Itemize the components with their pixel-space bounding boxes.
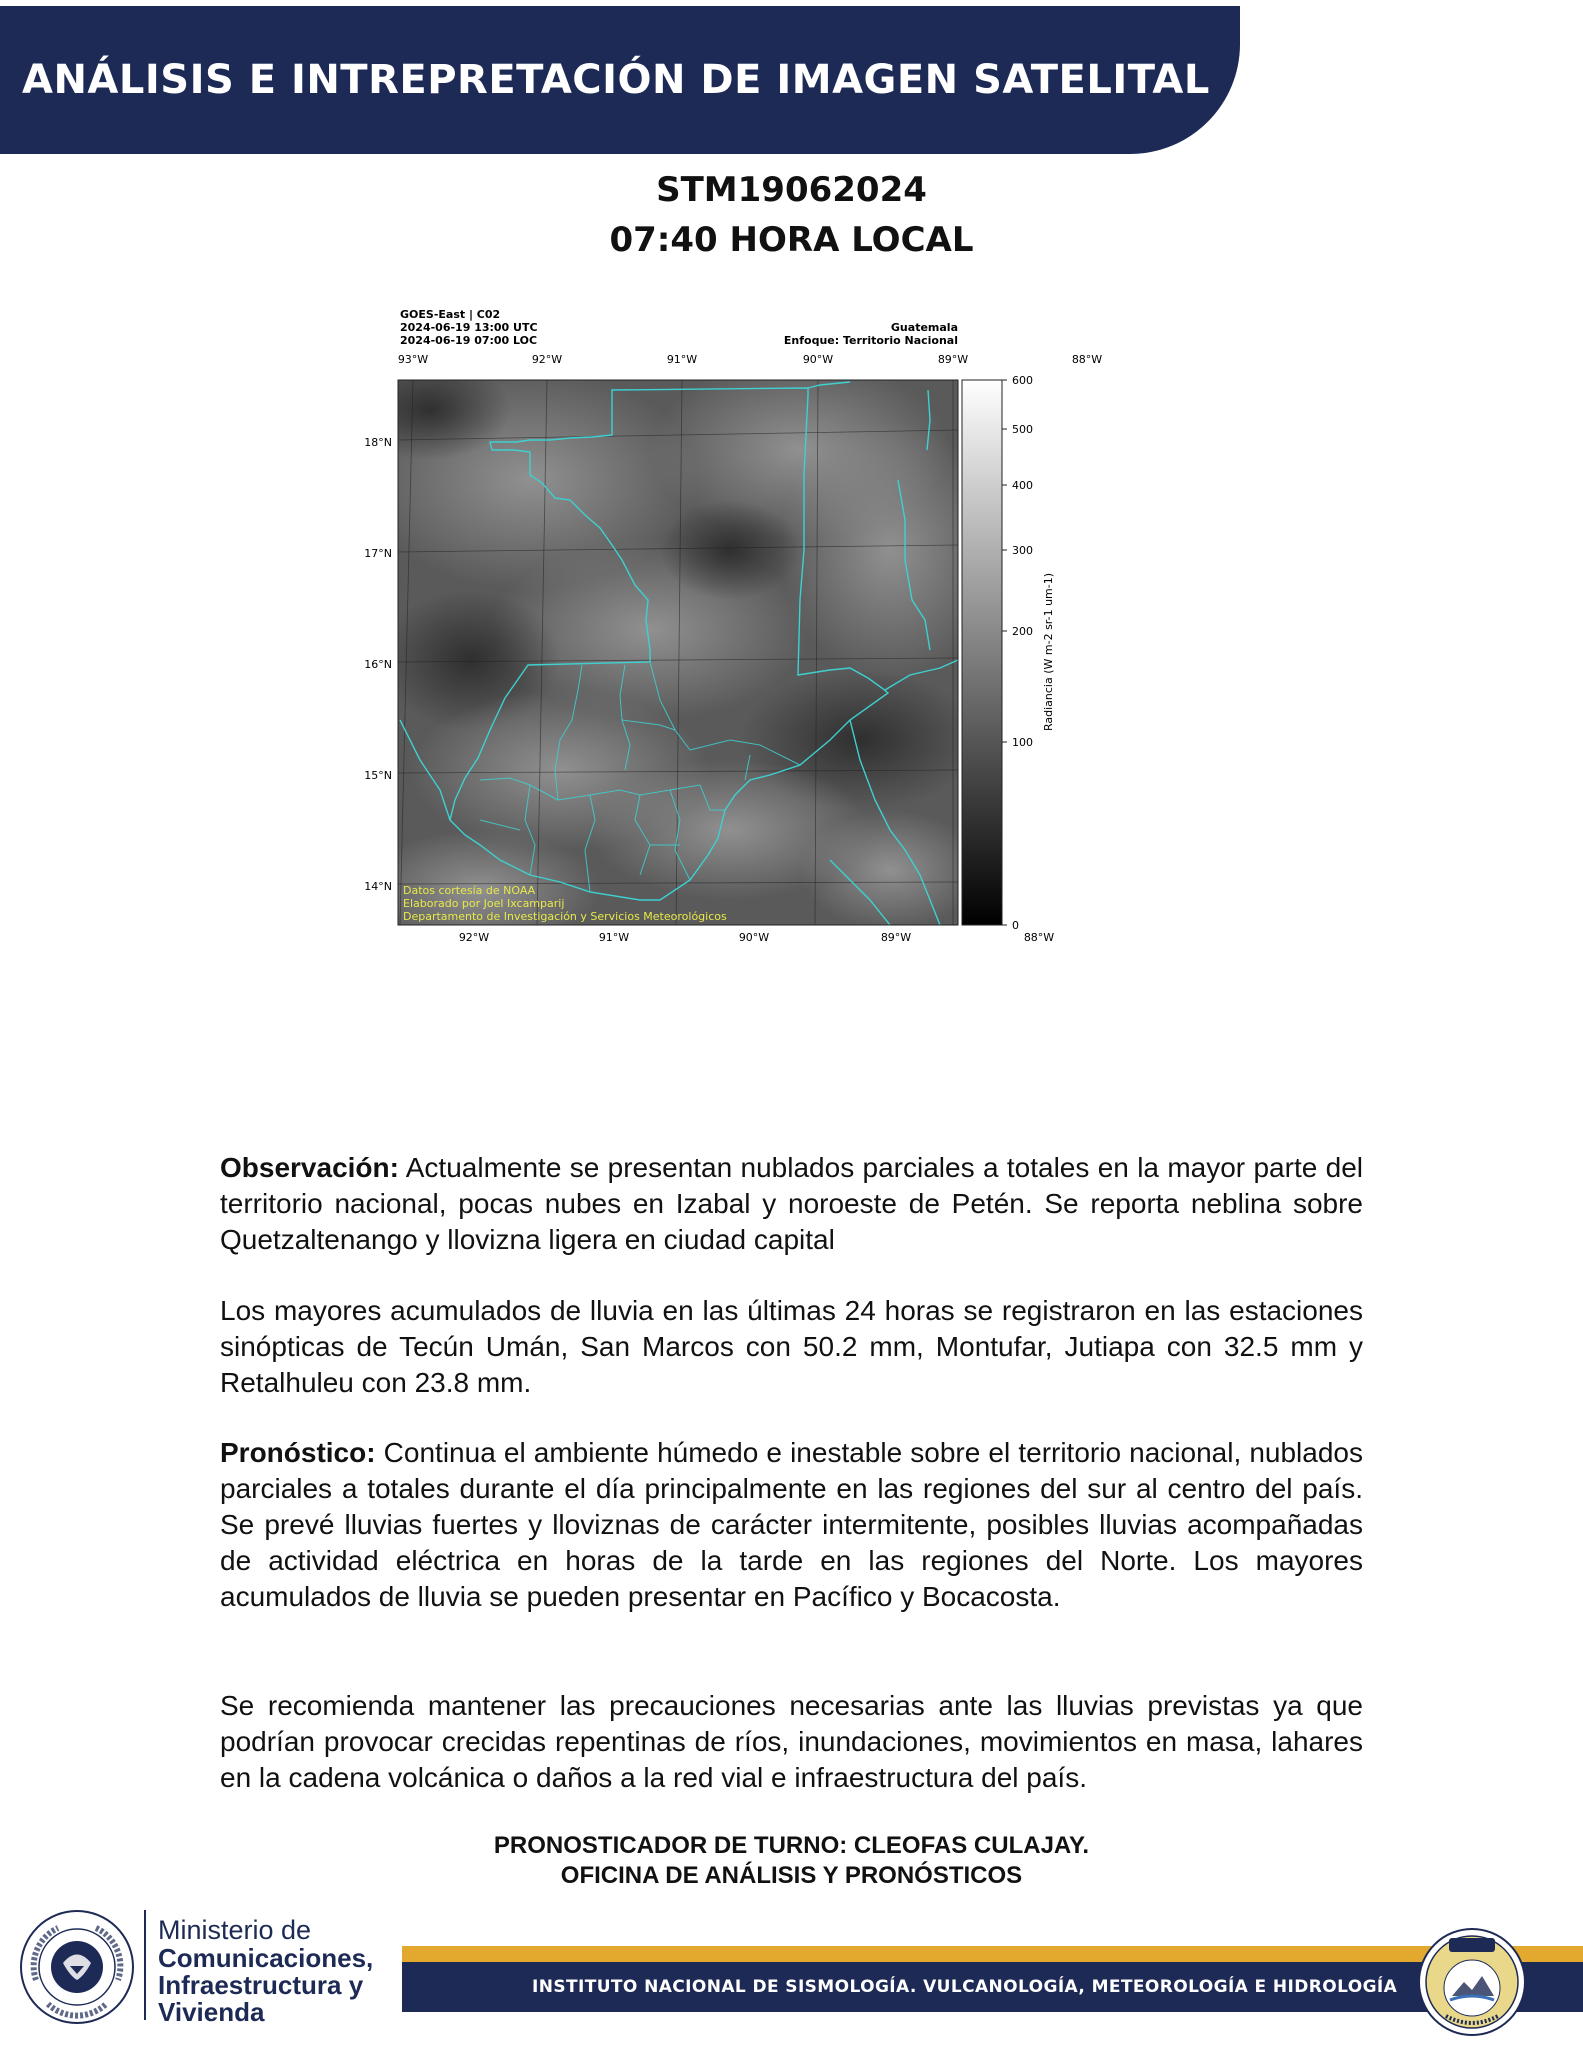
ministry-line: Ministerio de [158, 1915, 312, 1945]
colorbar [962, 374, 1055, 932]
credit-line: Departamento de Investigación y Servicios Meteorológicos [403, 910, 727, 923]
image-source-line1: GOES-East | C02 [400, 308, 501, 321]
page-title: ANÁLISIS E INTREPRETACIÓN DE IMAGEN SATELITAL [22, 57, 1210, 103]
top-lon-label: 90°W [802, 353, 834, 366]
colorbar-tick: 0 [1012, 919, 1019, 932]
forecast-paragraph [220, 1435, 1363, 1615]
credit-line: Datos cortesía de NOAA [403, 884, 536, 897]
header-banner [0, 6, 1240, 154]
satellite-image-figure [330, 300, 1230, 1115]
bottom-lon-label: 90°W [738, 931, 770, 944]
credit-line: Elaborado por Joel Ixcamparij [403, 897, 565, 910]
forecast-text: Continua el ambiente húmedo e inestable sobre el territorio nacional, nublados parciales a totales durante el día principalmente en las regiones del sur al centro del país. Se prevé lluvias fuertes y lloviznas de carácter intermitente, posibles lluvias acompañadas de actividad eléctrica en horas de la tarde en las regiones del Norte. Los mayores acumulados de lluvia se pueden presentar en Pacífico y Bocacosta. [220, 1437, 1363, 1612]
recommendation-paragraph: Se recomienda mantener las precauciones necesarias ante las lluvias previstas ya que podrían provocar crecidas repentinas de ríos, inundaciones, movimientos en masa, lahares en la cadena volcánica o daños a la red vial e infraestructura del país. [220, 1690, 1363, 1793]
satellite-imagery [350, 360, 1000, 950]
footer-gold-stripe [402, 1946, 1583, 1962]
top-lon-label: 93°W [397, 353, 429, 366]
ministry-line: Comunicaciones, [158, 1943, 374, 1973]
footer-divider [144, 1910, 146, 2020]
institute-name: INSTITUTO NACIONAL DE SISMOLOGÍA. VULCANOLOGÍA, METEOROLOGÍA E HIDROLOGÍA [532, 1977, 1398, 1997]
lat-label: 18°N [364, 436, 392, 449]
image-focus: Enfoque: Territorio Nacional [783, 334, 958, 347]
bottom-lon-label: 88°W [1023, 931, 1055, 944]
colorbar-tick: 400 [1012, 479, 1033, 492]
observation-text: Actualmente se presentan nublados parciales a totales en la mayor parte del territorio nacional, pocas nubes en Izabal y noroeste de Petén. Se reporta neblina sobre Quetzaltenango y llovizna ligera en ciudad capital [220, 1152, 1363, 1255]
image-region-title: Guatemala [890, 321, 958, 334]
top-lon-label: 88°W [1071, 353, 1103, 366]
ministry-line: Infraestructura y [158, 1970, 364, 2000]
top-lon-label: 92°W [531, 353, 563, 366]
top-lon-label: 91°W [666, 353, 698, 366]
ministry-name [158, 1915, 373, 2026]
office-name: OFICINA DE ANÁLISIS Y PRONÓSTICOS [560, 1862, 1023, 1889]
image-time-utc: 2024-06-19 13:00 UTC [400, 321, 538, 334]
observation-paragraph [220, 1150, 1363, 1258]
colorbar-tick: 100 [1012, 736, 1033, 749]
colorbar-tick: 600 [1012, 374, 1033, 387]
guatemala-seal-icon [18, 1908, 136, 2026]
colorbar-tick: 300 [1012, 544, 1033, 557]
colorbar-tick: 200 [1012, 625, 1033, 638]
document-time: 07:40 HORA LOCAL [609, 220, 974, 260]
lat-label: 14°N [364, 880, 392, 893]
bottom-lon-label: 91°W [598, 931, 630, 944]
forecaster-signature: PRONOSTICADOR DE TURNO: CLEOFAS CULAJAY. [493, 1832, 1090, 1859]
ministry-line: Vivienda [158, 1997, 265, 2027]
image-time-local: 2024-06-19 07:00 LOC [400, 334, 538, 347]
colorbar-label: Radiancia (W m-2 sr-1 um-1) [1042, 572, 1055, 732]
lat-label: 16°N [364, 658, 392, 671]
footer-navy-stripe [402, 1962, 1583, 2012]
lat-label: 17°N [364, 547, 392, 560]
observation-label: Observación: [220, 1152, 399, 1183]
bottom-lon-label: 92°W [458, 931, 490, 944]
colorbar-tick: 500 [1012, 423, 1033, 436]
top-lon-label: 89°W [937, 353, 969, 366]
document-code: STM19062024 [656, 170, 927, 210]
rainfall-paragraph: Los mayores acumulados de lluvia en las últimas 24 horas se registraron en las estaciones sinópticas de Tecún Umán, San Marcos con 50.2 mm, Montufar, Jutiapa con 32.5 mm y Retalhuleu con 23.8 mm. [220, 1295, 1363, 1398]
insivumeh-logo-icon [1416, 1926, 1528, 2038]
lat-label: 15°N [364, 769, 392, 782]
bottom-lon-label: 89°W [880, 931, 912, 944]
forecast-label: Pronóstico: [220, 1437, 376, 1468]
